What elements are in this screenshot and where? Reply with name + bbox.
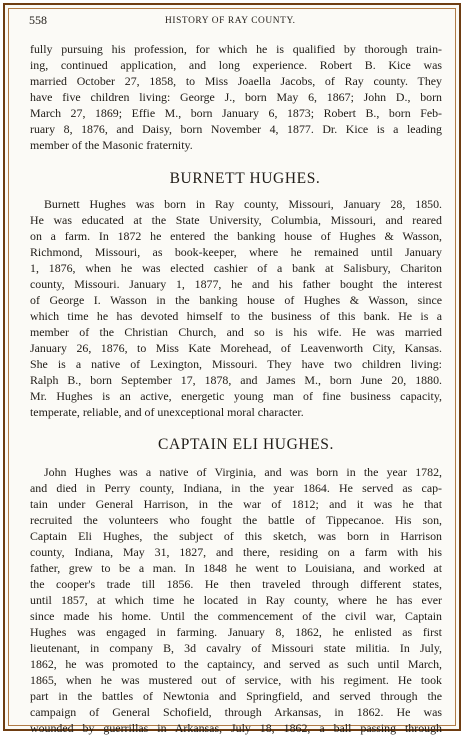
- text-line: part in the battles of Newtonia and Springfield, and served through the: [30, 689, 442, 703]
- text-line: temperate, reliable, and of unexceptional moral character.: [30, 405, 304, 419]
- text-line: wounded by guerrillas in Arkansas, July 18, 1862, a ball passing through: [30, 721, 442, 735]
- text-line: of George I. Wasson in the banking house of Hughes & Wasson, since: [30, 293, 442, 307]
- text-line: member of the Christian Church, and so is his wife. He was married: [30, 325, 442, 339]
- text-line: fully pursuing his profession, for which he is qualified by thorough train-: [30, 42, 442, 56]
- text-line: Richmond, Missouri, as book-keeper, where he remained until January: [30, 245, 442, 259]
- section-heading-burnett-hughes: BURNETT HUGHES.: [169, 170, 321, 187]
- captain-eli-hughes-paragraph: [30, 464, 442, 736]
- text-line: 1865, when he was mustered out of service, with his regiment. He took: [30, 673, 442, 687]
- text-line: March 27, 1869; Effie M., born January 6, 1873; Robert B., born Feb-: [30, 106, 442, 120]
- text-line: campaign of General Schofield, through Arkansas, in 1862. He was: [30, 705, 442, 719]
- book-page: [29, 12, 442, 735]
- text-line: Burnett Hughes was born in Ray county, Missouri, January 28, 1850.: [44, 197, 442, 211]
- text-line: John Hughes was a native of Virginia, and was born in the year 1782,: [44, 465, 442, 479]
- running-title: HISTORY OF RAY COUNTY.: [165, 16, 296, 26]
- text-line: member of the Masonic fraternity.: [30, 138, 193, 152]
- text-line: until 1857, at which time he located in Ray county, where he has ever: [30, 593, 442, 607]
- burnett-hughes-paragraph: [30, 196, 442, 420]
- kice-continuation-paragraph: [30, 41, 442, 153]
- running-head: [30, 12, 442, 30]
- text-line: tain under General Harrison, in the war of 1812; and it was he that: [30, 497, 442, 511]
- page-number: 558: [29, 13, 47, 27]
- text-line: on a farm. In 1872 he entered the banking house of Hughes & Wasson,: [30, 229, 442, 243]
- text-line: have five children living: George J., born May 6, 1867; John D., born: [30, 90, 442, 104]
- text-line: father, grew to be a man. In 1848 he went to Louisiana, and worked at: [30, 561, 442, 575]
- text-line: county, Indiana, May 31, 1827, and there, residing on a farm with his: [30, 545, 442, 559]
- text-line: since made his home. Until the commencement of the civil war, Captain: [30, 609, 442, 623]
- text-line: recruited the volunteers who fought the battle of Tippecanoe. His son,: [30, 513, 442, 527]
- text-line: He was educated at the State University, Columbia, Missouri, and reared: [30, 213, 442, 227]
- text-line: Ralph B., born September 17, 1878, and James M., born June 20, 1880.: [30, 373, 442, 387]
- text-line: 1, 1876, when he was elected cashier of a bank at Salisbury, Chariton: [30, 261, 442, 275]
- text-line: Mr. Hughes is an active, energetic young man of fine business capacity,: [30, 389, 442, 403]
- text-line: She is a native of Lexington, Missouri. They have two children living:: [30, 357, 442, 371]
- text-line: ing, continued application, and long experience. Robert B. Kice was: [30, 58, 442, 72]
- text-line: Captain Eli Hughes, the subject of this sketch, was born in Harrison: [30, 529, 442, 543]
- text-line: and died in Perry county, Indiana, in the year 1864. He served as cap-: [30, 481, 442, 495]
- section-heading-captain-eli-hughes: CAPTAIN ELI HUGHES.: [158, 436, 334, 453]
- text-line: 1862, he was promoted to the captaincy, and served as such until March,: [30, 657, 442, 671]
- text-line: January 26, 1876, to Miss Kate Morehead, of Leavenworth City, Kansas.: [30, 341, 442, 355]
- text-line: the cooper's trade till 1856. He then traveled through different states,: [30, 577, 442, 591]
- text-line: Hughes was engaged in farming. January 8, 1862, he enlisted as first: [30, 625, 442, 639]
- text-line: county, Missouri. January 1, 1877, he and his father bought the interest: [30, 277, 442, 291]
- text-line: lieutenant, in company B, 3d cavalry of Missouri state militia. In July,: [30, 641, 442, 655]
- text-line: ruary 8, 1876, and Daisy, born November 4, 1877. Dr. Kice is a leading: [30, 122, 442, 136]
- text-line: which time he has devoted himself to the business of this bank. He is a: [30, 309, 442, 323]
- text-line: married October 27, 1858, to Miss Joaella Jacobs, of Ray county. They: [30, 74, 442, 88]
